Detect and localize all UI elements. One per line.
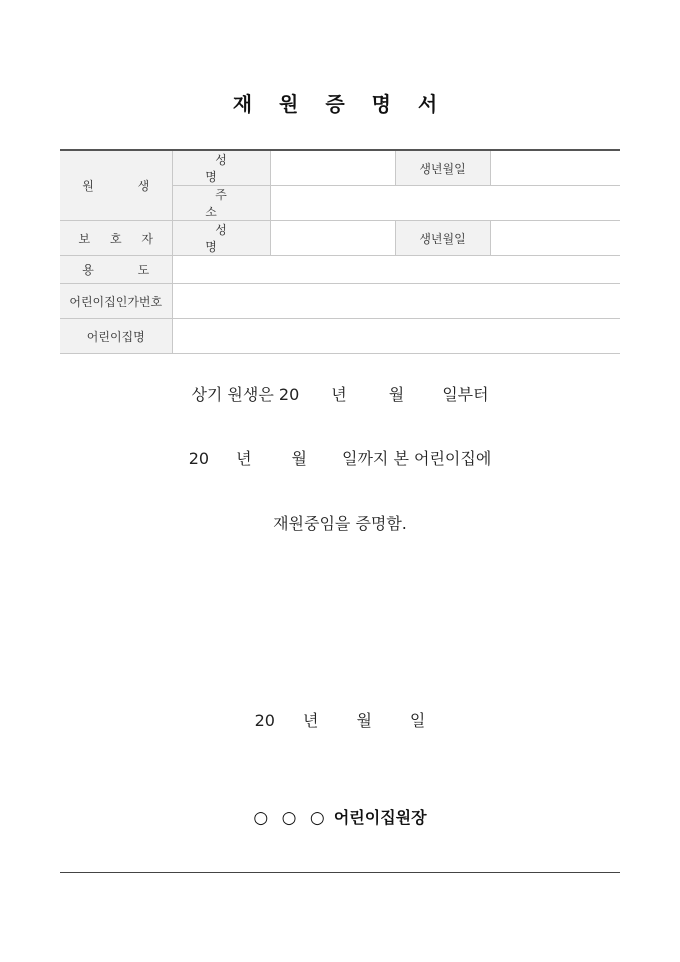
child-birth-label: 생년월일 — [395, 150, 490, 186]
guardian-label-cell — [60, 221, 172, 256]
center-name-field[interactable] — [172, 319, 620, 354]
child-label: 원 생 — [82, 179, 170, 193]
statement-line-3: 재원중임을 증명함. — [273, 514, 407, 533]
child-address-label-cell — [172, 186, 270, 221]
statement-start-month: 월 — [388, 385, 405, 404]
date-month: 월 — [356, 711, 372, 730]
child-address-field[interactable] — [270, 186, 620, 221]
statement-end-day: 일까지 본 어린이집에 — [342, 449, 492, 468]
date-prefix: 20 — [254, 711, 275, 730]
statement-start-day: 일부터 — [442, 385, 489, 404]
purpose-label: 용 도 — [82, 263, 170, 277]
guardian-label: 보 호 자 — [78, 231, 161, 246]
child-birth-field[interactable] — [490, 150, 620, 186]
statement-line-1 — [0, 382, 680, 405]
statement-end-prefix: 20 — [188, 449, 210, 468]
signer-name-placeholder: ○ ○ ○ — [253, 808, 329, 828]
signer-block — [0, 805, 680, 828]
child-label-cell — [60, 150, 172, 221]
signer-title: 어린이집원장 — [333, 808, 427, 827]
document-title: 재 원 증 명 서 — [232, 92, 448, 116]
statement-start-prefix: 상기 원생은 20 — [191, 385, 300, 404]
statement-line-2 — [0, 446, 680, 469]
guardian-name-label: 성 명 — [205, 223, 247, 254]
guardian-birth-label: 생년월일 — [395, 221, 490, 256]
child-name-label-cell — [172, 150, 270, 186]
license-label: 어린이집인가번호 — [60, 284, 172, 319]
statement-end-month: 월 — [291, 449, 307, 468]
statement-start-year: 년 — [331, 385, 347, 404]
date-year: 년 — [302, 711, 319, 730]
center-name-label: 어린이집명 — [60, 319, 172, 354]
bottom-divider — [60, 872, 620, 873]
issue-date — [0, 708, 680, 731]
child-name-field[interactable] — [270, 150, 395, 186]
certificate-form-table — [60, 149, 620, 354]
child-name-label: 성 명 — [205, 153, 247, 184]
statement-end-year: 년 — [236, 449, 252, 468]
purpose-label-cell — [60, 256, 172, 284]
purpose-field[interactable] — [172, 256, 620, 284]
license-field[interactable] — [172, 284, 620, 319]
guardian-birth-field[interactable] — [490, 221, 620, 256]
date-day: 일 — [409, 711, 426, 730]
guardian-name-field[interactable] — [270, 221, 395, 256]
guardian-name-label-cell — [172, 221, 270, 256]
child-address-label: 주 소 — [205, 188, 247, 219]
